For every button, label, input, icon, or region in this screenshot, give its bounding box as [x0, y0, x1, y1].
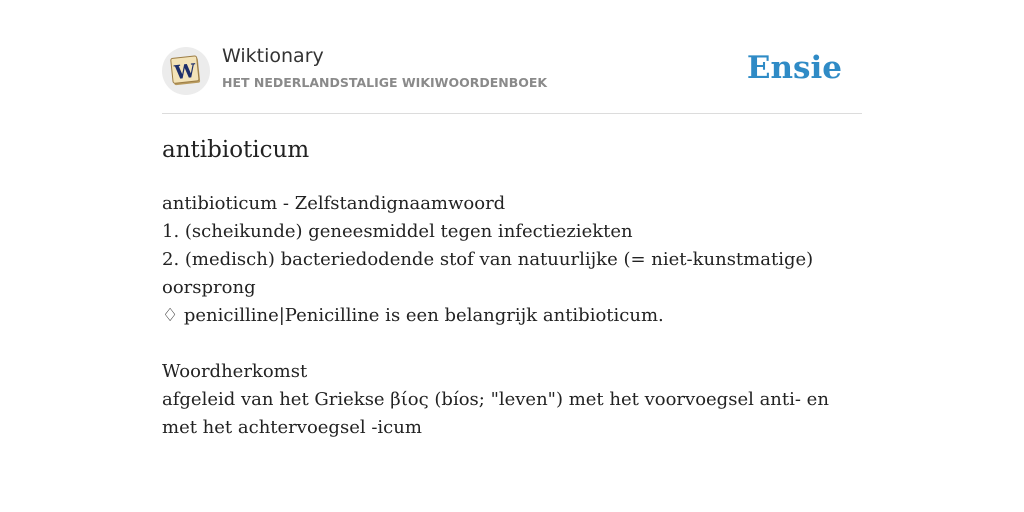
ensie-logo[interactable]: Ensie — [746, 50, 842, 86]
definition-1: 1. (scheikunde) geneesmiddel tegen infectieziekten — [162, 221, 633, 242]
entry-heading: antibioticum - Zelfstandignaamwoord — [162, 193, 506, 214]
site-name[interactable]: Wiktionary — [222, 45, 324, 67]
definition-2: 2. (medisch) bacteriedodende stof van natuurlijke (= niet-kunstmatige) oorsprong — [162, 249, 814, 298]
page-title: antibioticum — [162, 137, 310, 163]
etymology-text: afgeleid van het Griekse βίος (bíos; "leven") met het voorvoegsel anti- en met het achtervoegsel -icum — [162, 389, 829, 438]
wiktionary-logo-icon[interactable] — [162, 47, 210, 95]
site-header — [162, 44, 862, 114]
example-sentence: ♢ penicilline|Penicilline is een belangrijk antibioticum. — [162, 305, 664, 326]
etymology-heading: Woordherkomst — [162, 361, 308, 382]
spacer — [162, 330, 862, 358]
site-tagline: HET NEDERLANDSTALIGE WIKIWOORDENBOEK — [222, 75, 548, 90]
svg-text:W: W — [173, 60, 197, 85]
entry-content — [162, 190, 862, 442]
